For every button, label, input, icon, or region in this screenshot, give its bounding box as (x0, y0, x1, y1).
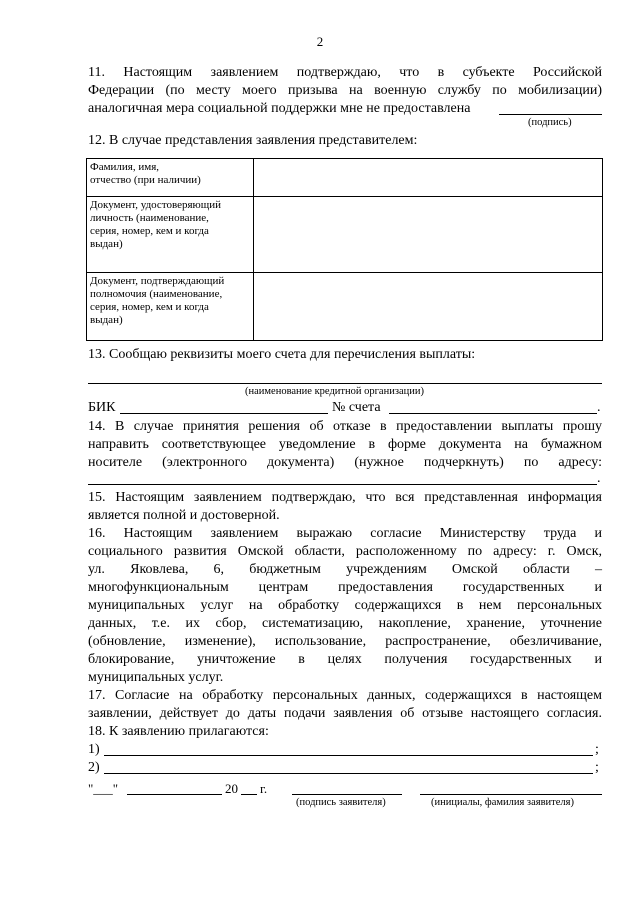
item16-line6: данных, т.е. их сбор, систематизацию, накопление, хранение, уточнение (88, 616, 602, 631)
applicant-name-line (420, 794, 602, 795)
item16-line1: 16. Настоящим заявлением выражаю согласие Министерству труда и (88, 526, 602, 541)
row-label-identity-document: Документ, удостоверяющий личность (наименование, серия, номер, кем и когда выдан) (87, 197, 254, 273)
item16-line3: ул. Яковлева, 6, бюджетным учреждениям Омской области – (88, 562, 602, 577)
item11-line1: 11. Настоящим заявлением подтверждаю, что в субъекте Российской (88, 65, 602, 80)
representative-table (86, 158, 603, 341)
bank-name-line (88, 383, 602, 384)
attachment-1-number: 1) (88, 742, 100, 757)
bik-label: БИК (88, 400, 116, 415)
date-year-suffix: г. (260, 781, 268, 796)
item15-line1: 15. Настоящим заявлением подтверждаю, что вся представленная информация (88, 490, 602, 505)
item13-heading: 13. Сообщаю реквизиты моего счета для перечисления выплаты: (88, 347, 476, 362)
item16-line5: муниципальных услуг на обработку содержащихся в нем персональных (88, 598, 602, 613)
row-label-name: Фамилия, имя, отчество (при наличии) (87, 159, 254, 197)
account-period: . (597, 400, 601, 415)
page-number: 2 (316, 34, 324, 49)
item11-signature-line (499, 114, 602, 115)
item18-heading: 18. К заявлению прилагаются: (88, 724, 269, 739)
item14-line1: 14. В случае принятия решения об отказе в предоставлении выплаты прошу (88, 419, 602, 434)
applicant-signature-caption: (подпись заявителя) (296, 797, 386, 808)
item16-line8: блокирование, уничтожение в целях получения государственных и (88, 652, 602, 667)
row-value-authority-document[interactable] (254, 273, 603, 341)
table-row (87, 159, 603, 197)
table-row (87, 273, 603, 341)
row-value-identity-document[interactable] (254, 197, 603, 273)
item16-line7: (обновление, изменение), использование, распространение, обезличивание, (88, 634, 602, 649)
bank-name-caption: (наименование кредитной организации) (245, 386, 424, 397)
item14-line3: носителе (электронного документа) (нужное подчеркнуть) по адресу: (88, 455, 602, 470)
date-month-field (127, 794, 222, 795)
attachment-2-number: 2) (88, 760, 100, 775)
address-period: . (597, 471, 601, 486)
item16-last-line: муниципальных услуг. (88, 670, 224, 685)
account-field (389, 413, 597, 414)
item11-line3: аналогичная мера социальной поддержки мне не предоставлена (88, 101, 471, 116)
attachment-2-field (104, 773, 593, 774)
row-value-name[interactable] (254, 159, 603, 197)
item16-line2: социального развития Омской области, расположенному по адресу: г. Омск, (88, 544, 602, 559)
item12-heading: 12. В случае представления заявления представителем: (88, 133, 418, 148)
applicant-signature-line (292, 794, 402, 795)
date-year-prefix: 20 (225, 781, 238, 796)
table-row (87, 197, 603, 273)
attachment-1-semicolon: ; (595, 742, 599, 757)
attachment-1-field (104, 755, 593, 756)
item16-line4: многофункциональным центрам предоставления государственных и (88, 580, 602, 595)
account-label: № счета (332, 400, 381, 415)
date-year-field (241, 794, 257, 795)
item11-line2: Федерации (по месту моего призыва на военную службу по мобилизации) (88, 83, 602, 98)
item17-line2: заявлении, действует до даты подачи заявления об отзыве настоящего согласия. (88, 706, 602, 721)
item17-line1: 17. Согласие на обработку персональных данных, содержащихся в настоящем (88, 688, 602, 703)
applicant-name-caption: (инициалы, фамилия заявителя) (431, 797, 574, 808)
address-field (88, 484, 597, 485)
row-label-authority-document: Документ, подтверждающий полномочия (наименование, серия, номер, кем и когда выдан) (87, 273, 254, 341)
item14-line2: направить соответствующее уведомление в форме документа на бумажном (88, 437, 602, 452)
item11-signature-caption: (подпись) (528, 117, 572, 128)
attachment-2-semicolon: ; (595, 760, 599, 775)
bik-field (120, 413, 328, 414)
item15-line2: является полной и достоверной. (88, 508, 280, 523)
date-day: "___" (88, 781, 119, 796)
